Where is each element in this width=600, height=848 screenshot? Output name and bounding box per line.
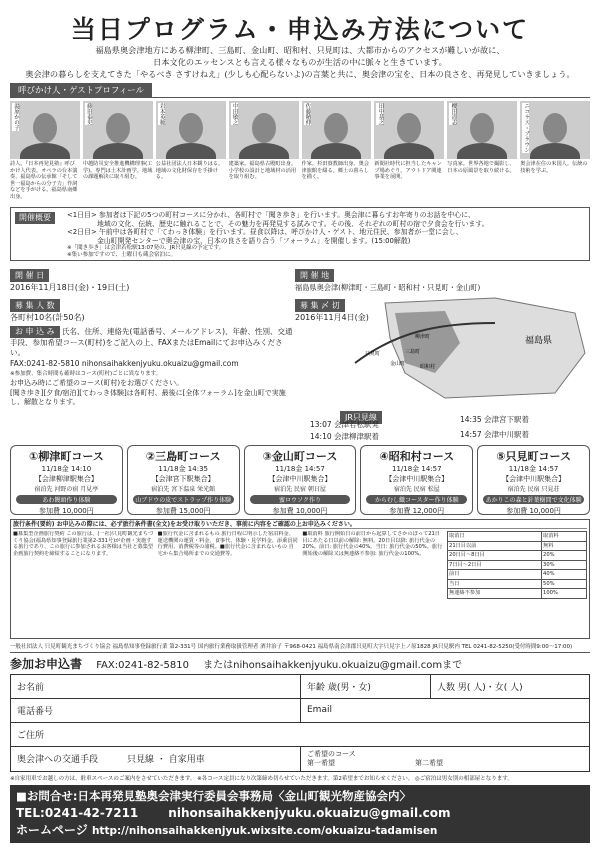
table-cell: 30% [542,560,587,570]
guest-desc: 建築家。福島県古殿町出身。小学校の設計と地域材の活用を取り組む。 [228,161,297,180]
name-field[interactable]: お名前 [11,675,301,698]
form-title-row [10,655,590,672]
guest-face [470,113,494,143]
form-title: 参加お申込書 [10,656,83,671]
guest-body [239,143,289,159]
guest-body [384,143,434,159]
guest-face [543,113,567,143]
table-row [448,579,587,589]
guest-photo [520,101,590,159]
guest-card [447,101,517,203]
cancel-table [447,531,587,599]
course-num: ③ [262,449,272,463]
course-num: ① [29,449,39,463]
form-fax[interactable]: FAX:0241-82-5810 [96,659,189,671]
course-num: ② [145,449,156,463]
guest-desc: 写真家。世界各地で撮影し、日本の原風景を取り続ける。 [447,161,515,174]
intro-line: 福島県奥会津地方にある柳津町、三島町、金山町、昭和村、只見町は、大都市からのアクセスが難しいが故に、 [95,45,505,55]
first-choice: 第一希望 [307,758,335,767]
guest-body [530,143,580,159]
course-title: 柳津町コース [38,449,104,463]
course-name [247,448,354,464]
map-label: 三島町 [405,349,421,355]
course-meet: 【会津中川駅集合】 [268,474,332,483]
course-date: 11/18金 14:57 [392,464,442,473]
jr-schedule [10,408,590,442]
conditions-col [302,531,443,599]
contact-title: ■お問合せ:日本再発見塾奥会津実行委員会事務局〈金山町観光物産協会内〉 [16,788,411,803]
email-field[interactable]: Email [307,705,332,715]
guest-face [179,113,203,143]
overview-line: <2日目> 午前中は各町村で「てわっき体験」を行います。昼食以降は、呼びかけ人・ゲスト、地元住民、参加者が一堂に会し、 [67,228,463,236]
course-title: 金山町コース [271,449,338,463]
guest-name: ニコラス・ブラウン [523,103,530,153]
guest-photo [302,101,372,159]
jr-label: JR只見線 [340,411,382,424]
age-field[interactable]: 年齢 歳(男・女) [301,675,431,698]
jr-time: 14:57 会津中川駅着 [460,429,529,439]
guest-face [252,113,276,143]
intro-line: 日本文化のエッセンスとも言える様々なものが生活の中に脈々と生きています。 [153,57,447,67]
guest-desc: 詩人。『日本再発見塾』呼びかけ人代表。オペラの台本演奏、福島県の伝承館「そして世一福島からの分子力」作詞などを手がける。福島県南郷出身。 [10,161,78,200]
table-row [448,551,587,561]
table-cell: 100% [542,589,587,599]
info-row [10,263,590,408]
course-experience: 山ブドウの皮でストラップ作り体験 [133,495,234,504]
intro-line: 奥会津の暮らしを支えてきた「やるべき さすけねえ」(少しも心配らないよ)の言葉と共に、奥会津の宝を、日本の良さを、再発見していきましょう。 [25,69,575,79]
guest-desc: 奥会津在住の米国人。伝統の技術を学ぶ。 [520,161,588,174]
contact-hp-row [16,822,584,840]
guest-name: 櫻田清志 [450,103,457,125]
guest-face [33,113,57,143]
guest-card [520,101,590,203]
people-field[interactable]: 人数 男( 人)・女( 人) [437,682,523,693]
table-cell: 取消日 [448,532,542,542]
date-label: 開 催 日 [10,269,49,282]
guests-label: 呼びかけ人・ゲストプロフィール [10,83,152,97]
overview-line: 地域の文化、伝統、歴史に触れることで、その魅力を再発見する試みです。その後、それぞれの町村の宿で夕食会を行います。 [97,219,489,228]
guest-face [397,113,421,143]
course-intro-2: [聞き歩き][夕食/宿泊][てわっき体験]は各町村、最後に[全体フォーラム]を金山町で実施し、解散となります。 [10,388,286,406]
table-row [448,532,587,542]
event-place: 福島県奥会津(柳津町・三島町・昭和村・只見町・金山町) [295,283,481,292]
course-meet: 【会津中川駅集合】 [502,474,566,483]
course-intro: お申込み時にご希望のコース(町村)をお選びください。 [10,379,184,387]
intro-text [10,44,590,80]
deadline-label: 募 集 〆 切 [295,299,345,312]
info-right [295,263,590,408]
table-row [448,560,587,570]
contact-tel-row [16,805,584,822]
guest-card [83,101,153,203]
guest-body [166,143,216,159]
second-choice: 第二希望 [415,758,443,767]
guest-name: 湯原かの子 [13,103,19,131]
conditions-col: ■旅行代金に含まれるもの 旅行日程に明示した宿泊料金、運送機関の運賃・料金、食事代、体験・見学料金、添乗員同行費用、消費税等の諸税。■旅行代金に含まれないもの 自宅から集合場所までの交通費等。 [157,531,298,557]
guest-photo [83,101,153,159]
course-meet: 【会津宮下駅集合】 [151,474,215,483]
guest-photo [229,101,299,159]
hp-link[interactable]: http://nihonsaihakkenjyuk.wixsite.com/okuaizu-tadamisen [91,824,438,837]
guest-desc: 作家。杉田寮教師出身。奥会津旅館を綴る。郷土の暮らしを描く。 [301,161,369,180]
apply-row [10,323,295,358]
deadline: 2016年11月4日(金) [295,313,369,322]
contact-mail[interactable]: nihonsaihakkenjyuku.okuaizu@gmail.com [168,805,451,820]
course-stay: 宿泊先 宮下温泉 栄光館 [151,485,216,493]
course-stay: 宿泊先 河野の宿 月見亭 [34,485,99,493]
guest-name: 岩本英範 [158,103,165,125]
transport-label: 奥会津への交通手段 [17,755,99,765]
map-label: 金山町 [390,361,406,367]
jr-time: 14:10 会津柳津駅着 [310,431,379,441]
form-email[interactable]: またはnihonsaihakkenjyuku.okuaizu@gmail.comまで [203,659,463,671]
guest-card [229,101,299,203]
form-row-name [11,675,589,699]
overview-line: <1日目> 参加者は下記の5つの町村コースに分かれ、各町村で「聞き歩き」を行います。奥会津に暮らすお年寄りのお話を中心に、 [67,211,475,219]
guest-desc: 新聞社時代に担当したキャンプ場めぐり。アウトドア関連事業を展開。 [374,161,442,180]
table-row [448,570,587,580]
overview-label: 開催概要 [15,212,55,224]
hp-label: ホームページ [16,822,88,837]
conditions-text: ■取消料 旅行開始日の前日から起算してさかのぼって21日目にあたる日以前の解除: 無料。20日目以降: 旅行代金の20%。前日: 旅行代金の40%。当日: 旅行代金の50%。旅行開始後の解除又は無連絡不参加: 旅行代金の100%。 [302,531,443,557]
guest-name: 佐藤精伸 [304,103,311,125]
course-card[interactable] [127,445,240,515]
contact-box [10,785,590,843]
guest-name: 中田敏之 [231,103,238,125]
course-title: 昭和村コース [388,449,455,463]
guest-face [324,113,348,143]
course-date: 11/18金 14:10 [41,464,92,473]
course-pref-choices [307,759,443,768]
form-note: ※自家用車でお越しの方は、駐車スペースのご案内をさせていただきます。 ※各コース定員になり次第締め切らせていただきます。第2希望までお知らせください。 ◎ご宿泊は男女別の相部屋となります。 [10,775,513,782]
overview-note: ※集い参加ですので、土曜日も蔵会宿泊に。 [67,251,176,258]
table-cell: 50% [542,579,587,589]
guest-name: 藤田泰史 [85,103,92,125]
course-preference[interactable] [301,747,589,771]
course-date: 11/18金 14:35 [158,464,208,473]
course-meet: 【会津中川駅集合】 [385,474,449,483]
map-label-fukushima: 福島県 [525,336,553,346]
guest-card [156,101,226,203]
conditions-col: ■募集型企画旅行契約 この旅行は、(一社)只見町観光まちづくり協会(福島県知事登録旅行業第2-331号)が企画・実施する旅行であり、この旅行に参加されるお客様は当社と募集型企画旅行契約を締結することになります。 [13,531,154,557]
course-num: ④ [379,449,389,463]
map-label: 柳津町 [415,334,431,340]
course-experience: あわ饅頭作り体験 [16,495,117,504]
guest-desc: 中越防災安全推進機構理事(工学)。専門は土木計画学。地域の課題解決に取り組む。 [82,161,153,180]
course-title: 三島町コース [155,449,221,463]
guest-desc: 公益社団法人日本観りはる。地域の文化財保存を手掛ける。 [155,161,224,180]
table-cell: 21日目以前 [448,541,542,551]
course-date: 11/18金 14:57 [508,464,559,473]
form-row-address [11,723,589,747]
guest-body [20,143,70,159]
table-row [448,541,587,551]
guest-card [302,101,372,203]
course-date: 11/18金 14:57 [275,464,325,473]
course-stay: 宿泊先 民宿 只見荘 [507,485,560,493]
capacity-label: 募 集 人 数 [10,299,60,312]
table-cell: 7日目〜2日目 [448,560,542,570]
map-label: 只見町 [365,351,381,357]
info-left [10,263,295,408]
table-cell: 無連絡不参加 [448,589,542,599]
guest-face [106,113,130,143]
area-map [295,293,595,403]
transport-options[interactable]: 只見線 ・ 自家用車 [121,747,301,771]
table-cell: 40% [542,570,587,580]
course-experience: からむし織コースター作り体験 [366,495,467,504]
cancel-table-wrap [447,531,587,599]
course-stay: 宿泊先 民宿 松屋 [393,485,440,493]
course-stay: 宿泊先 民宿 朝日屋 [274,485,326,493]
course-card[interactable] [244,445,357,515]
course-pref-label: ご希望のコース [307,749,356,758]
table-cell: 20日目〜8日目 [448,551,542,561]
overview-note: ※「聞き歩き」は会津若松駅13:07発の、JR只見線の予定です。 [67,245,225,251]
guest-photo [447,101,517,159]
course-card[interactable] [477,445,590,515]
course-fee: 参加費 10,000円 [506,506,561,515]
phone-field[interactable]: 電話番号 [11,699,301,722]
course-fee: 参加費 10,000円 [272,506,328,515]
page-title: 当日プログラム・申込み方法について [70,15,530,44]
guest-body [311,143,361,159]
conditions-body [13,531,587,599]
guest-body [93,143,143,159]
table-row [448,589,587,599]
form-row-phone [11,699,589,723]
guest-card [374,101,444,203]
guest-body [457,143,507,159]
course-card[interactable] [360,445,473,515]
map-label: 昭和村 [420,364,436,370]
form-row-transport [11,747,589,771]
address-field[interactable]: ご住所 [17,730,45,741]
application-form [10,674,590,772]
jr-time: 14:35 会津宮下駅着 [460,414,529,424]
place-label: 開 催 地 [295,269,334,282]
table-cell: 前日 [448,570,542,580]
course-experience: あかりこの森と針葉樹間で文化体験 [483,495,584,504]
apply-fax[interactable]: FAX:0241-82-5810 nihonsaihakkenjyuku.okuaizu@gmail.com [10,359,239,368]
table-cell: 無料 [542,541,587,551]
capacity: 各町村10名(計50名) [10,313,85,322]
course-list [10,445,590,515]
course-meet: 【会津柳津駅集合】 [34,474,98,483]
course-num: ⑤ [496,449,506,463]
guest-photo [10,101,80,159]
course-card[interactable] [10,445,123,515]
travel-conditions [10,519,590,639]
event-date: 2016年11月18日(金)・19日(土) [10,283,130,292]
overview-box [10,207,590,261]
course-name [130,448,237,464]
apply-text: 氏名、住所、連絡先(電話番号、メールアドレス)、年齢、性別、交通手段、参加希望コース(町村)をご記入の上、FAXまたはEmailにてお申込みください。 [10,327,293,357]
guests-header [10,83,590,98]
contact-tel[interactable]: TEL:0241-42-7211 [16,805,139,820]
course-fee: 参加費 10,000円 [39,506,94,515]
course-title: 只見町コース [505,449,571,463]
table-cell: 当日 [448,579,542,589]
guest-name: 田中基之 [377,103,384,125]
conditions-title: 旅行条件(要約) お申込みの際には、必ず旅行条件書(全文)をお受け取りいただき、事前に内容をご確認の上お申込みください。 [13,522,587,530]
table-cell: 20% [542,551,587,561]
guest-card [10,101,80,203]
course-name [363,448,470,464]
apply-label: お 申 込 み [10,326,60,338]
guest-photo [374,101,444,159]
course-fee: 参加費 15,000円 [155,506,211,515]
overview-line: 金山町開発センターで奥会津の宝、日本の良さを語り合う「フォーラム」を開催します。(15:00解散) [97,236,411,245]
course-fee: 参加費 12,000円 [389,506,445,515]
course-experience: 蜜ロウソク作り [250,495,351,504]
course-name [13,448,120,464]
guest-photo [156,101,226,159]
organizer-info: 一般社団法人 只見町観光まちづくり協会 福島県知事登録旅行業 第2-331号 国内旅行業務取扱管理者 酒井治子 〒968-0421 福島県南会津郡只見町大字只見字上ノ原1828 JR只見駅内 TEL 0241-82-5250(受付時間9:00〜17:00) [10,642,590,653]
jr-time: 13:07 会津若松駅発 [310,419,379,429]
guest-list [10,101,590,203]
apply-note: ※参加費、集合時間も確時はコース(町村)ごとに異なります。 [10,371,162,377]
table-cell: 取消料 [542,532,587,542]
course-name [480,448,587,464]
